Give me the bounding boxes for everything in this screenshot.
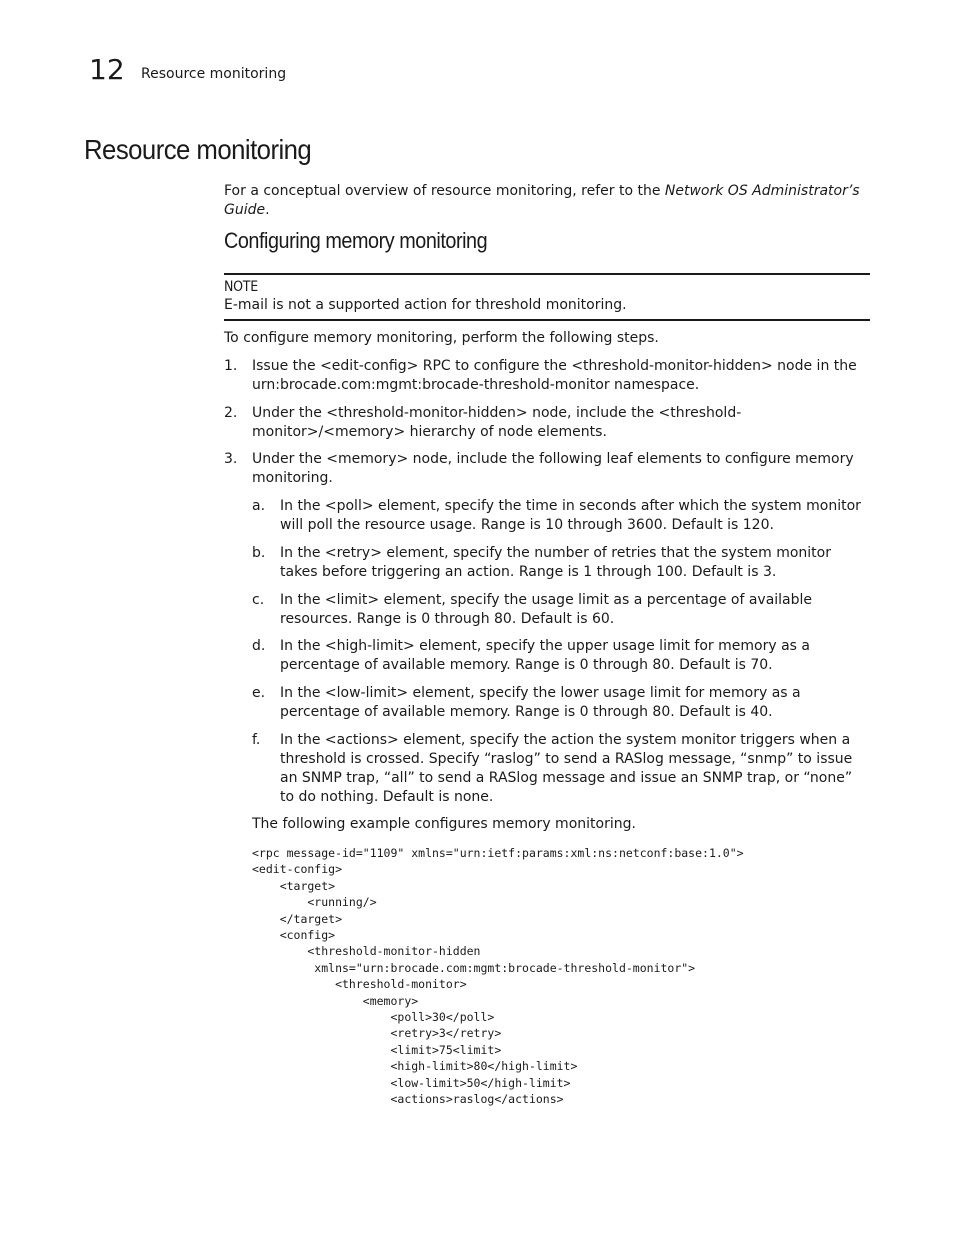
code-line: <retry>3</retry> xyxy=(252,1026,502,1041)
substep-text: In the <actions> element, specify the action the system monitor triggers when a threshold is crossed. Specify “raslog” to send a RASlog message, “snmp” to issue an SNMP trap, “all” to send a RASlog message and issue an SNMP trap, or “none” to do nothing. Default is none. xyxy=(280,732,853,805)
code-line: <limit>75<limit> xyxy=(252,1042,502,1057)
step-number: 3. xyxy=(224,451,238,467)
code-line: <threshold-monitor> xyxy=(252,977,467,992)
step-text: Issue the <edit-config> RPC to configure the <threshold-monitor-hidden> node in the urn:brocade.com:mgmt:brocade-threshold-monitor namespace. xyxy=(252,358,857,393)
substep-text: In the <low-limit> element, specify the lower usage limit for memory as a percentage of available memory. Range is 0 through 80. Default is 40. xyxy=(280,685,801,720)
substep-text: In the <retry> element, specify the number of retries that the system monitor takes before triggering an action. Range is 1 through 100. Default is 3. xyxy=(280,545,831,580)
note-text: E-mail is not a supported action for threshold monitoring. xyxy=(224,297,627,313)
code-line: <actions>raslog</actions> xyxy=(252,1092,564,1107)
note-box xyxy=(224,273,870,321)
code-line: <edit-config> xyxy=(252,862,343,877)
code-line: <target> xyxy=(252,878,336,893)
subsection-title: Configuring memory monitoring xyxy=(224,228,488,253)
substep-letter: a. xyxy=(252,498,266,514)
guide-reference: Network OS Administrator’s Guide xyxy=(224,183,860,218)
substep-letter: e. xyxy=(252,685,266,701)
code-line: <low-limit>50</high-limit> xyxy=(252,1075,571,1090)
code-line: <config> xyxy=(252,928,336,943)
code-line: <high-limit>80</high-limit> xyxy=(252,1059,578,1074)
step-text: Under the <threshold-monitor-hidden> node, include the <threshold-monitor>/<memory> hierarchy of node elements. xyxy=(252,405,742,440)
substep-letter: c. xyxy=(252,592,265,608)
substep-text: In the <high-limit> element, specify the upper usage limit for memory as a percentage of available memory. Range is 0 through 80. Default is 70. xyxy=(280,638,810,673)
example-intro: The following example configures memory monitoring. xyxy=(252,816,636,832)
section-intro xyxy=(224,182,870,220)
substep-text: In the <poll> element, specify the time in seconds after which the system monitor will poll the resource usage. Range is 10 through 3600. Default is 120. xyxy=(280,498,861,533)
note-label: NOTE xyxy=(224,279,258,295)
code-line: <rpc message-id="1109" xmlns="urn:ietf:params:xml:ns:netconf:base:1.0"> xyxy=(252,846,744,860)
code-line: <running/> xyxy=(252,895,377,910)
chapter-title: Resource monitoring xyxy=(141,66,287,82)
code-line: </target> xyxy=(252,911,343,926)
code-line: <poll>30</poll> xyxy=(252,1010,495,1025)
code-example xyxy=(252,845,744,1108)
steps-intro: To configure memory monitoring, perform the following steps. xyxy=(224,330,659,346)
section-title: Resource monitoring xyxy=(84,134,312,165)
code-line: <threshold-monitor-hidden xyxy=(252,944,481,959)
intro-suffix: . xyxy=(265,202,270,218)
substep-letter: d. xyxy=(252,638,266,654)
code-line: xmlns="urn:brocade.com:mgmt:brocade-threshold-monitor"> xyxy=(252,960,696,975)
code-line: <memory> xyxy=(252,993,419,1008)
substep-letter: b. xyxy=(252,545,266,561)
step-number: 1. xyxy=(224,358,238,374)
intro-prefix: For a conceptual overview of resource monitoring, refer to the xyxy=(224,183,665,199)
chapter-number: 12 xyxy=(89,53,125,86)
substep-letter: f. xyxy=(252,732,261,748)
substep-text: In the <limit> element, specify the usage limit as a percentage of available resources. Range is 0 through 80. Default is 60. xyxy=(280,592,813,627)
step-number: 2. xyxy=(224,405,238,421)
step-text: Under the <memory> node, include the following leaf elements to configure memory monitoring. xyxy=(252,451,854,486)
